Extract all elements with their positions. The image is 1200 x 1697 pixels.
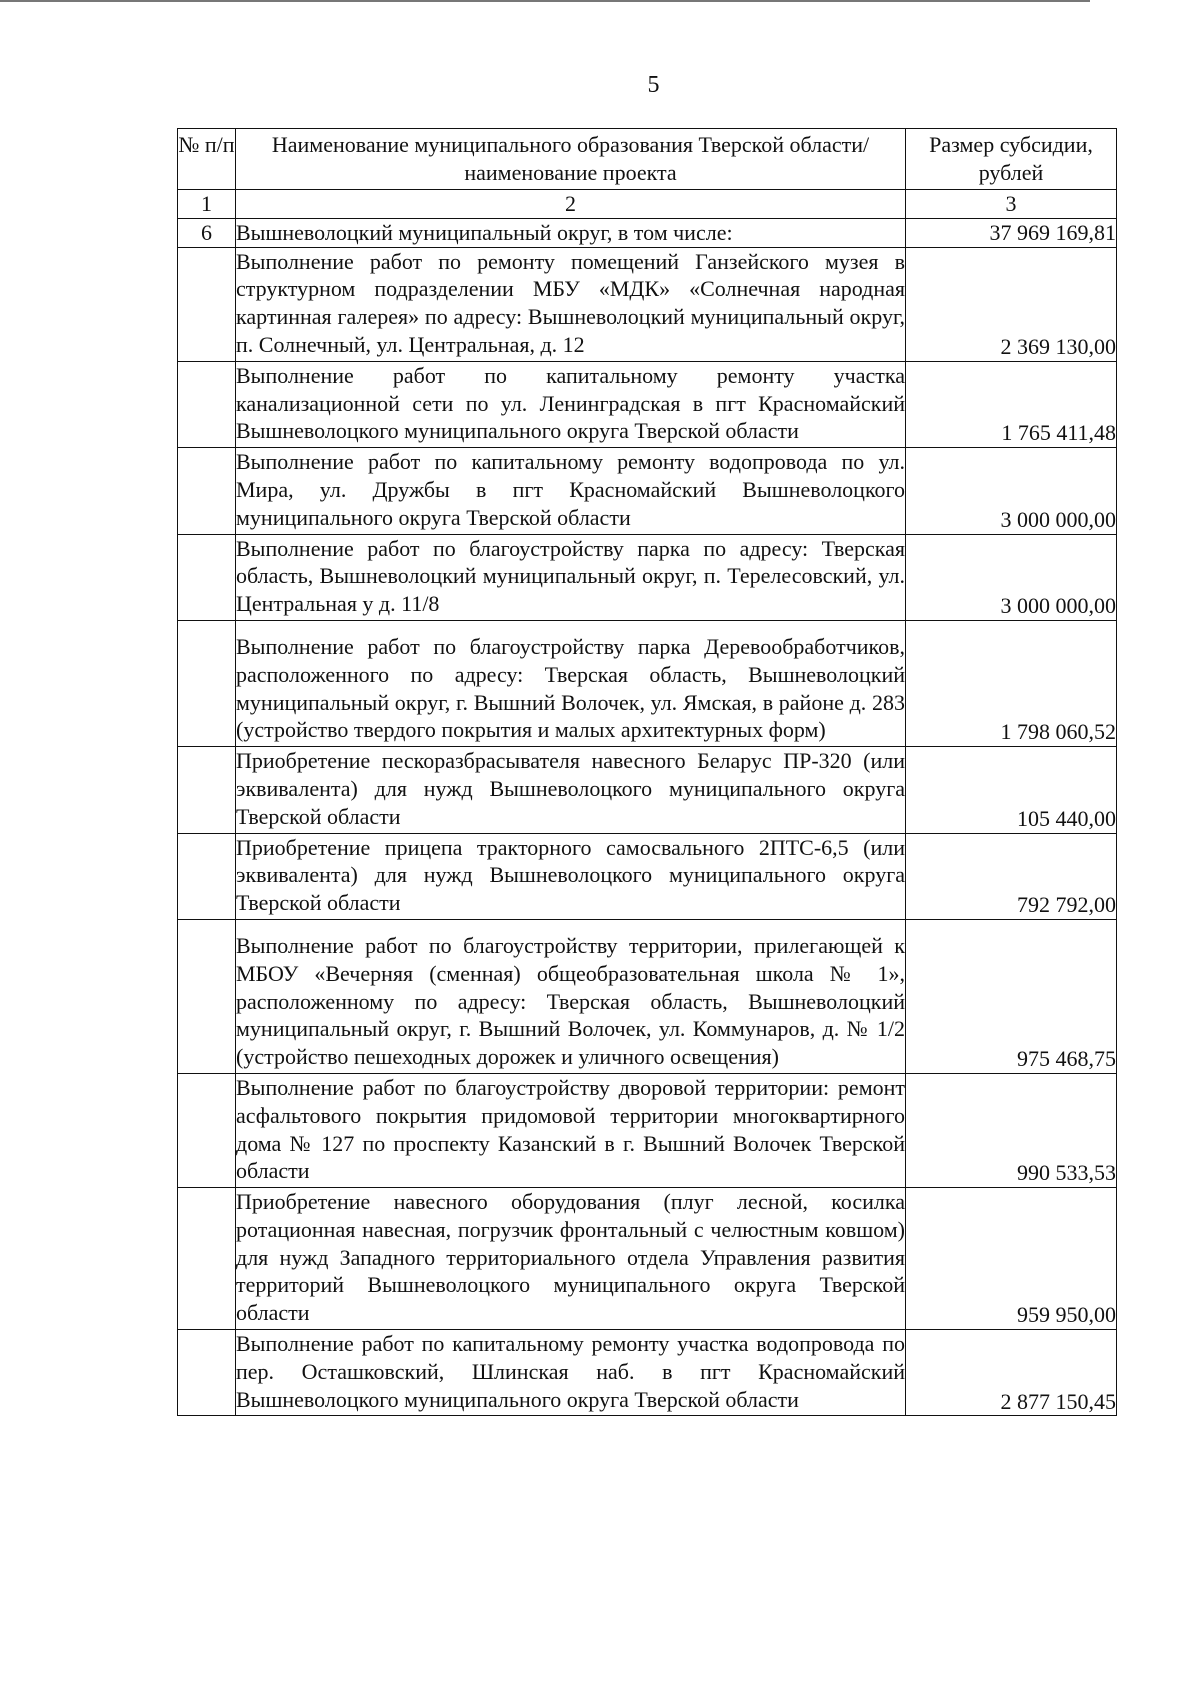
row-project-name: Выполнение работ по благоустройству парка по адресу: Тверская область, Вышневолоцкий муниципальный округ, п. Терелесовский, ул. Центральная у д. 11/8 — [236, 534, 906, 620]
column-index-1: 1 — [178, 189, 236, 218]
column-index-3: 3 — [906, 189, 1117, 218]
table-row — [178, 1188, 1117, 1330]
row-num-cell — [178, 1330, 236, 1416]
table-row — [178, 1073, 1117, 1187]
table-row — [178, 361, 1117, 447]
table-row — [178, 919, 1117, 1073]
table-row — [178, 534, 1117, 620]
row-num-cell — [178, 361, 236, 447]
row-amount: 2 369 130,00 — [906, 247, 1117, 361]
table-row — [178, 833, 1117, 919]
row-num-cell — [178, 747, 236, 833]
row-amount: 990 533,53 — [906, 1073, 1117, 1187]
row-project-name: Выполнение работ по капитальному ремонту участка водопровода по пер. Осташковский, Шлинская наб. в пгт Красномайский Вышневолоцкого муниципального округа Тверской области — [236, 1330, 906, 1416]
table-row — [178, 247, 1117, 361]
row-project-name: Выполнение работ по ремонту помещений Ганзейского музея в структурном подразделении МБУ «МДК» «Солнечная народная картинная галерея» по адресу: Вышневолоцкий муниципальный округ, п. Солнечный, ул. Центральная, д. 12 — [236, 247, 906, 361]
row-num-cell — [178, 620, 236, 746]
row-project-name: Приобретение пескоразбрасывателя навесного Беларус ПР-320 (или эквивалента) для нужд Вышневолоцкого муниципального округа Тверской области — [236, 747, 906, 833]
header-num: № п/п — [178, 129, 236, 190]
row-amount: 3 000 000,00 — [906, 534, 1117, 620]
row-project-name: Выполнение работ по благоустройству парка Деревообработчиков, расположенного по адресу: Тверская область, Вышневолоцкий муниципальный округ, г. Вышний Волочек, ул. Ямская, в районе д. 283 (устройство твердого покрытия и малых архитектурных форм) — [236, 620, 906, 746]
total-row — [178, 218, 1117, 247]
row-num-cell — [178, 1073, 236, 1187]
total-row-amount: 37 969 169,81 — [906, 218, 1117, 247]
subsidy-table — [177, 128, 1117, 1416]
row-num-cell — [178, 247, 236, 361]
row-amount: 3 000 000,00 — [906, 448, 1117, 534]
row-num-cell — [178, 919, 236, 1073]
row-amount: 1 798 060,52 — [906, 620, 1117, 746]
row-amount: 2 877 150,45 — [906, 1330, 1117, 1416]
page-number: 5 — [647, 72, 660, 98]
row-project-name: Выполнение работ по благоустройству территории, прилегающей к МБОУ «Вечерняя (сменная) общеобразовательная школа № 1», расположенному по адресу: Тверская область, Вышневолоцкий муниципальный округ, г. Вышний Волочек, ул. Коммунаров, д. № 1/2 (устройство пешеходных дорожек и уличного освещения) — [236, 919, 906, 1073]
total-row-num: 6 — [178, 218, 236, 247]
header-amount: Размер субсидии, рублей — [906, 129, 1117, 190]
header-name: Наименование муниципального образования Тверской области/наименование проекта — [236, 129, 906, 190]
column-index-row — [178, 189, 1117, 218]
table-row — [178, 620, 1117, 746]
row-project-name: Выполнение работ по капитальному ремонту участка канализационной сети по ул. Ленинградская в пгт Красномайский Вышневолоцкого муниципального округа Тверской области — [236, 361, 906, 447]
row-amount: 1 765 411,48 — [906, 361, 1117, 447]
row-num-cell — [178, 534, 236, 620]
total-row-name: Вышневолоцкий муниципальный округ, в том числе: — [236, 218, 906, 247]
row-project-name: Приобретение навесного оборудования (плуг лесной, косилка ротационная навесная, погрузчик фронтальный с челюстным ковшом) для нужд Западного территориального отдела Управления развития территорий Вышневолоцкого муниципального округа Тверской области — [236, 1188, 906, 1330]
row-num-cell — [178, 1188, 236, 1330]
scan-edge-line — [0, 0, 1090, 2]
row-num-cell — [178, 833, 236, 919]
row-amount: 975 468,75 — [906, 919, 1117, 1073]
row-num-cell — [178, 448, 236, 534]
table-row — [178, 448, 1117, 534]
row-project-name: Выполнение работ по благоустройству дворовой территории: ремонт асфальтового покрытия придомовой территории многоквартирного дома № 127 по проспекту Казанский в г. Вышний Волочек Тверской области — [236, 1073, 906, 1187]
row-amount: 105 440,00 — [906, 747, 1117, 833]
row-amount: 792 792,00 — [906, 833, 1117, 919]
table-row — [178, 747, 1117, 833]
table-header-row — [178, 129, 1117, 190]
row-project-name: Приобретение прицепа тракторного самосвального 2ПТС-6,5 (или эквивалента) для нужд Вышневолоцкого муниципального округа Тверской области — [236, 833, 906, 919]
row-project-name: Выполнение работ по капитальному ремонту водопровода по ул. Мира, ул. Дружбы в пгт Красномайский Вышневолоцкого муниципального округа Тверской области — [236, 448, 906, 534]
column-index-2: 2 — [236, 189, 906, 218]
row-amount: 959 950,00 — [906, 1188, 1117, 1330]
table-row — [178, 1330, 1117, 1416]
